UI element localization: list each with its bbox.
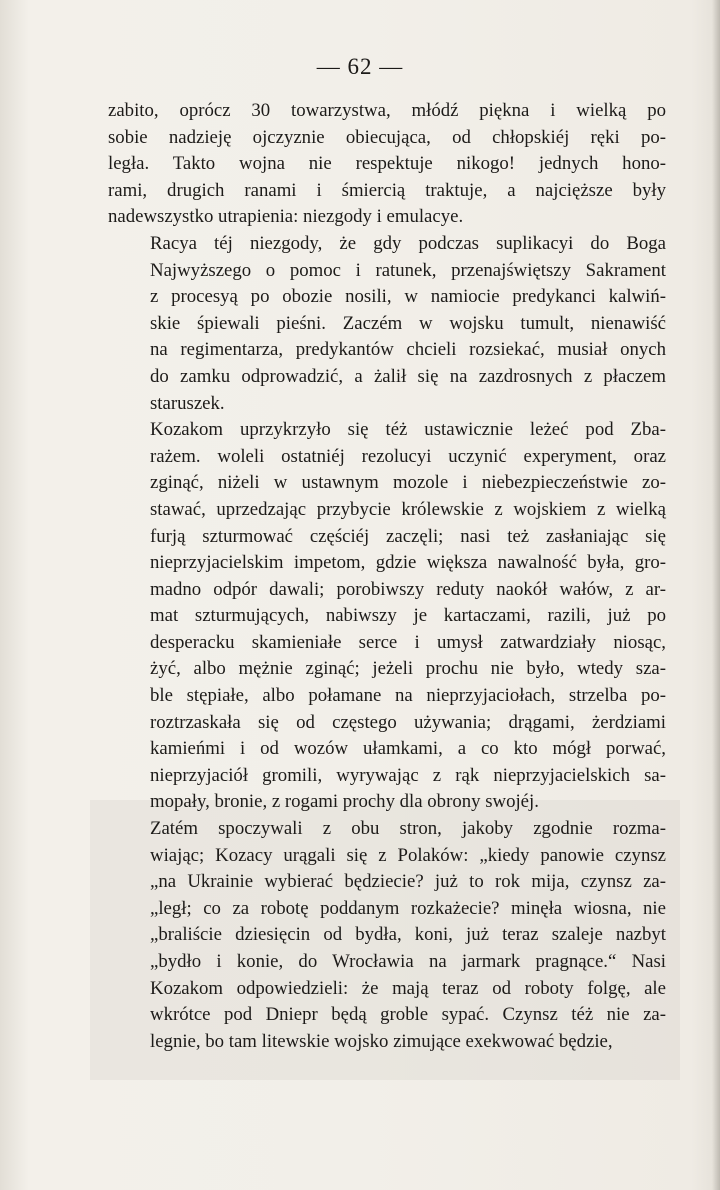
text-line: „legł; co za robotę poddanym rozkażecie? minęła wiosna, nie — [150, 897, 666, 919]
text-line: „na Ukrainie wybierać będziecie? już to rok mija, czynsz za- — [150, 871, 666, 893]
text-line: Zatém spoczywali z obu stron, jakoby zgodnie rozma- — [150, 818, 666, 840]
text-line: zabito, oprócz 30 towarzystwa, młódź piękna i wielką po — [108, 100, 666, 121]
text-line: zginąć, niżeli w ustawnym mozole i niebezpieczeństwie zo- — [150, 472, 666, 494]
page-edge-shadow — [712, 0, 720, 1190]
text-line: stawać, uprzedzając przybycie królewskie z wojskiem z wielką — [150, 498, 666, 520]
page-number-header: — 62 — — [316, 54, 404, 79]
paragraph — [108, 816, 666, 1055]
text-line: ble stępiałe, albo połamane na nieprzyjaciołach, strzelba po- — [150, 685, 666, 707]
text-line: mopały, bronie, z rogami prochy dla obrony swojéj. — [150, 791, 539, 813]
body-text — [108, 98, 666, 1055]
text-line: Racya téj niezgody, że gdy podczas suplikacyi do Boga — [150, 232, 666, 254]
text-line: skie śpiewali pieśni. Zaczém w wojsku tumult, nienawiść — [150, 312, 666, 334]
text-line: kamieńmi i od wozów ułamkami, a co kto mógł porwać, — [150, 738, 666, 760]
text-line: nieprzyjacielskim impetom, gdzie większa nawalność była, gro- — [150, 552, 666, 574]
text-line: żyć, albo mężnie zginąć; jeżeli prochu nie było, wtedy sza- — [150, 658, 666, 680]
text-line: legła. Takto wojna nie respektuje nikogo! jednych hono- — [108, 153, 666, 175]
text-line: nadewszystko utrapienia: niezgody i emulacye. — [108, 206, 464, 228]
paragraph — [108, 98, 666, 231]
text-line: z procesyą po obozie nosili, w namiocie predykanci kalwiń- — [150, 286, 666, 308]
text-line: furją szturmować częściéj zaczęli; nasi też zasłaniając się — [150, 525, 666, 547]
text-line: „bydło i konie, do Wrocławia na jarmark pragnące.“ Nasi — [150, 951, 666, 972]
text-line: mat szturmujących, nabiwszy je kartaczami, razili, już po — [150, 605, 666, 627]
paragraph — [108, 231, 666, 417]
text-line: sobie nadzieję ojczyznie obiecująca, od chłopskiéj ręki po- — [108, 126, 666, 148]
text-line: rażem. woleli ostatniéj rezolucyi uczynić experyment, oraz — [150, 445, 666, 467]
text-line: na regimentarza, predykantów chcieli rozsiekać, musiał onych — [150, 339, 666, 361]
text-line: do zamku odprowadzić, a żalił się na zazdrosnych z płaczem — [150, 365, 666, 387]
text-line: Kozakom odpowiedzieli: że mają teraz od roboty folgę, ale — [150, 977, 666, 999]
text-line: wiając; Kozacy urągali się z Polaków: „kiedy panowie czynsz — [150, 844, 666, 866]
text-line: wkrótce pod Dniepr będą groble sypać. Czynsz téż nie za- — [150, 1004, 666, 1026]
text-line: roztrzaskała się od częstego używania; drągami, żerdziami — [150, 711, 666, 733]
text-line: madno odpór dawali; porobiwszy reduty naokół wałów, z ar- — [150, 578, 666, 600]
text-line: Najwyższego o pomoc i ratunek, przenajświętszy Sakrament — [150, 259, 666, 281]
text-line: nieprzyjaciół gromili, wyrywając z rąk nieprzyjacielskich sa- — [150, 764, 666, 786]
text-line: legnie, bo tam litewskie wojsko zimujące exekwować będzie, — [150, 1030, 613, 1052]
text-line: Kozakom uprzykrzyło się téż ustawicznie leżeć pod Zba- — [150, 419, 666, 441]
text-line: staruszek. — [150, 392, 225, 414]
text-line: desperacku skamieniałe serce i umysł zatwardziały niosąc, — [150, 631, 666, 653]
paragraph — [108, 417, 666, 816]
text-line: rami, drugich ranami i śmiercią traktuje, a najcięższe były — [108, 179, 666, 201]
text-line: „braliście dziesięcin od bydła, koni, już teraz szaleje nazbyt — [150, 924, 666, 946]
